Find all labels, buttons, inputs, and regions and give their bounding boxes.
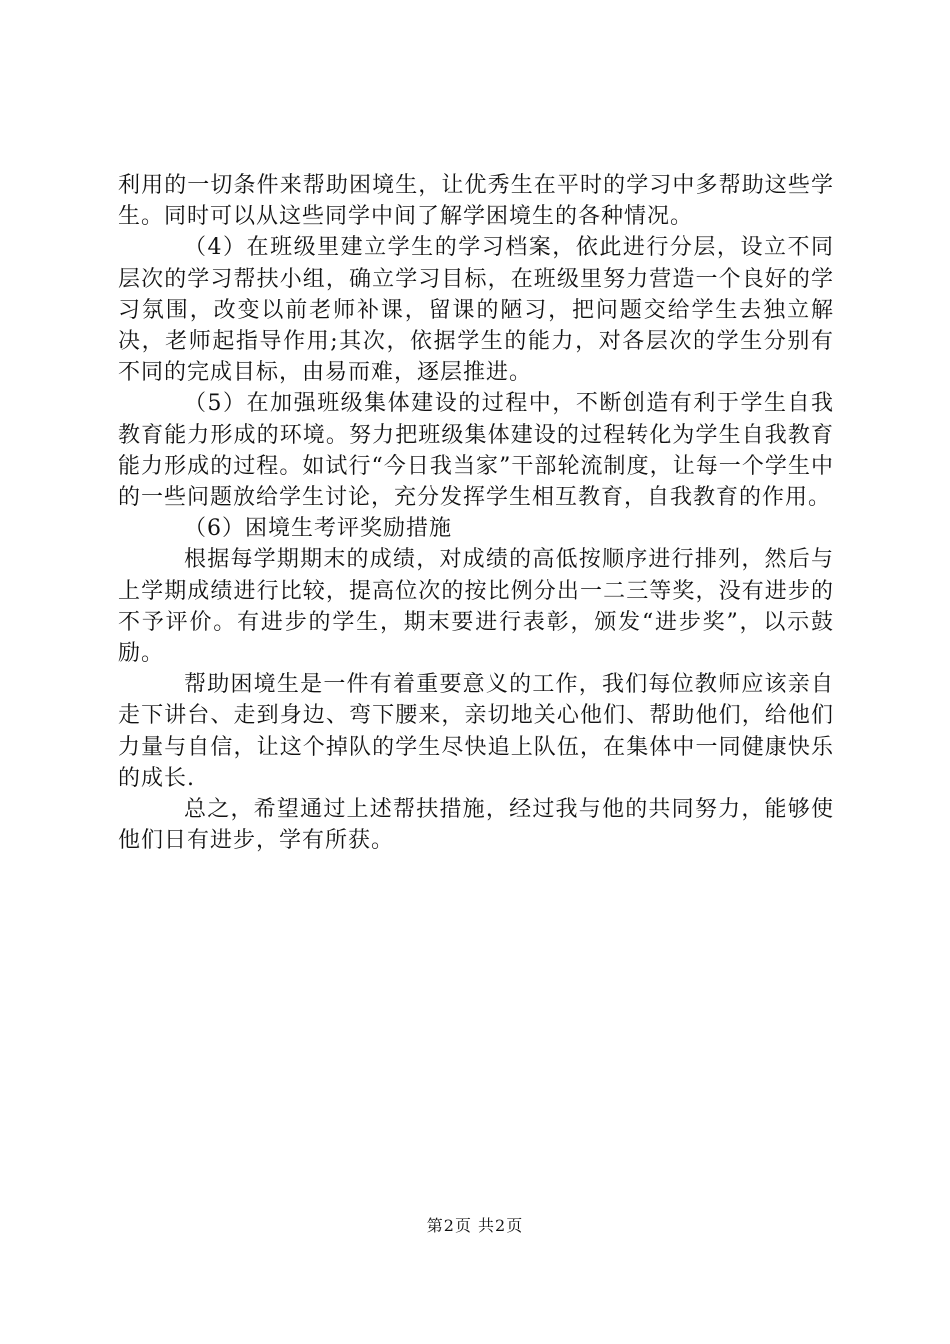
- paragraph-conclusion: 总之，希望通过上述帮扶措施，经过我与他的共同努力，能够使他们日有进步，学有所获。: [118, 797, 834, 854]
- document-body: [118, 170, 834, 856]
- page-number-footer: 第2页 共2页: [426, 1216, 524, 1235]
- paragraph-item-6-heading: （6）困境生考评奖励措施: [184, 516, 452, 542]
- paragraph-item-4: （4）在班级里建立学生的学习档案，依此进行分层，设立不同层次的学习帮扶小组，确立学习目标，在班级里努力营造一个良好的学习氛围，改变以前老师补课，留课的陋习，把问题交给学生去独立解决，老师起指导作用;其次，依据学生的能力，对各层次的学生分别有不同的完成目标，由易而难，逐层推进。: [118, 235, 834, 386]
- paragraph-continuation: 利用的一切条件来帮助困境生，让优秀生在平时的学习中多帮助这些学生。同时可以从这些同学中间了解学困境生的各种情况。: [118, 173, 834, 230]
- paragraph-item-5: （5）在加强班级集体建设的过程中，不断创造有利于学生自我教育能力形成的环境。努力把班级集体建设的过程转化为学生自我教育能力形成的过程。如试行“今日我当家”干部轮流制度，让每一个学生中的一些问题放给学生讨论，充分发挥学生相互教育，自我教育的作用。: [118, 391, 834, 511]
- paragraph-significance: 帮助困境生是一件有着重要意义的工作，我们每位教师应该亲自走下讲台、走到身边、弯下腰来，亲切地关心他们、帮助他们，给他们力量与自信，让这个掉队的学生尽快追上队伍，在集体中一同健康快乐的成长.: [118, 672, 834, 791]
- paragraph-reward-rules: 根据每学期期末的成绩，对成绩的高低按顺序进行排列，然后与上学期成绩进行比较，提高位次的按比例分出一二三等奖，没有进步的不予评价。有进步的学生，期末要进行表彰，颁发“进步奖”，以示鼓励。: [118, 547, 834, 667]
